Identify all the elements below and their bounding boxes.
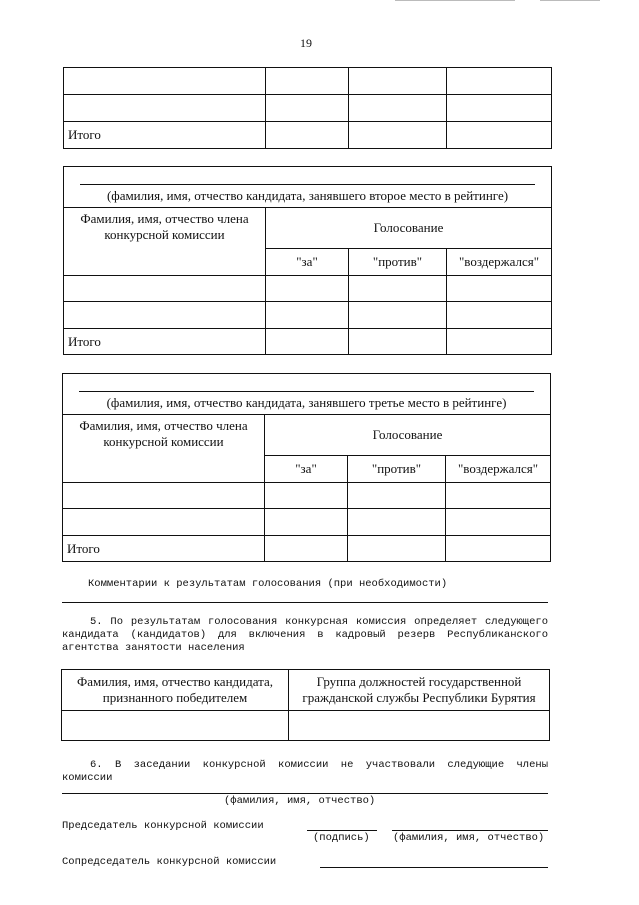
col-abstain: "воздержался" xyxy=(446,456,551,483)
signature-caption: (подпись) xyxy=(313,832,370,844)
table-row xyxy=(63,509,551,536)
section5-paragraph-line3: агентства занятости населения xyxy=(62,642,245,654)
voting-column-header: Голосование xyxy=(265,415,551,456)
total-label: Итого xyxy=(64,122,266,149)
section6-paragraph-line1: 6. В заседании конкурсной комиссии не участвовали следующие члены xyxy=(90,759,548,771)
table-row xyxy=(64,95,552,122)
table-row xyxy=(63,536,551,562)
col-against: "против" xyxy=(348,456,446,483)
table-row xyxy=(64,122,552,149)
col-against: "против" xyxy=(349,249,447,276)
section5-paragraph-line2: кандидата (кандидатов) для включения в кадровый резерв Республиканского xyxy=(62,629,548,641)
candidate-name-line xyxy=(80,184,535,185)
voting-table-third-place xyxy=(62,373,551,562)
table-header-row xyxy=(62,670,550,711)
page-number: 19 xyxy=(300,36,312,50)
table-row xyxy=(64,68,552,95)
absent-members-line xyxy=(62,793,548,794)
member-column-header: Фамилия, имя, отчество члена конкурсной комиссии xyxy=(64,208,266,276)
voting-table-second-place xyxy=(63,166,552,355)
total-label: Итого xyxy=(63,536,265,562)
section6-paragraph-line2: комиссии xyxy=(62,772,113,784)
name-caption: (фамилия, имя, отчество) xyxy=(393,832,545,844)
total-label: Итого xyxy=(64,329,266,355)
voting-column-header: Голосование xyxy=(266,208,552,249)
candidate-caption: (фамилия, имя, отчество кандидата, занявшего третье место в рейтинге) xyxy=(106,395,507,410)
col-for: "за" xyxy=(266,249,349,276)
table-row xyxy=(64,329,552,355)
chair-name-line xyxy=(392,830,548,831)
scan-artifact xyxy=(540,0,600,1)
member-column-header: Фамилия, имя, отчество члена конкурсной комиссии xyxy=(63,415,265,483)
table-row xyxy=(64,276,552,302)
candidate-name-line xyxy=(79,391,534,392)
absent-members-caption: (фамилия, имя, отчество) xyxy=(224,795,376,807)
winner-column-header: Фамилия, имя, отчество кандидата, признанного победителем xyxy=(62,670,289,711)
table-row xyxy=(62,711,550,741)
col-for: "за" xyxy=(265,456,348,483)
position-group-column-header: Группа должностей государственной гражданской службы Республики Бурятия xyxy=(289,670,550,711)
cochair-signature-line xyxy=(320,867,548,868)
winners-table xyxy=(61,669,550,741)
table-caption-row xyxy=(64,167,552,208)
table-header-row xyxy=(64,208,552,249)
table-caption-row xyxy=(63,374,551,415)
voting-table-first-continued xyxy=(63,67,552,149)
scan-artifact xyxy=(395,0,515,1)
comments-line xyxy=(62,602,548,603)
table-header-row xyxy=(63,415,551,456)
section5-paragraph-line1: 5. По результатам голосования конкурсная комиссия определяет следующего xyxy=(90,616,548,628)
cochair-label: Сопредседатель конкурсной комиссии xyxy=(62,856,277,868)
chair-signature-line xyxy=(307,830,377,831)
table-row xyxy=(63,483,551,509)
col-abstain: "воздержался" xyxy=(447,249,552,276)
comments-label: Комментарии к результатам голосования (при необходимости) xyxy=(88,578,448,590)
table-row xyxy=(64,302,552,329)
chair-label: Председатель конкурсной комиссии xyxy=(62,820,264,832)
candidate-caption: (фамилия, имя, отчество кандидата, занявшего второе место в рейтинге) xyxy=(106,188,509,203)
